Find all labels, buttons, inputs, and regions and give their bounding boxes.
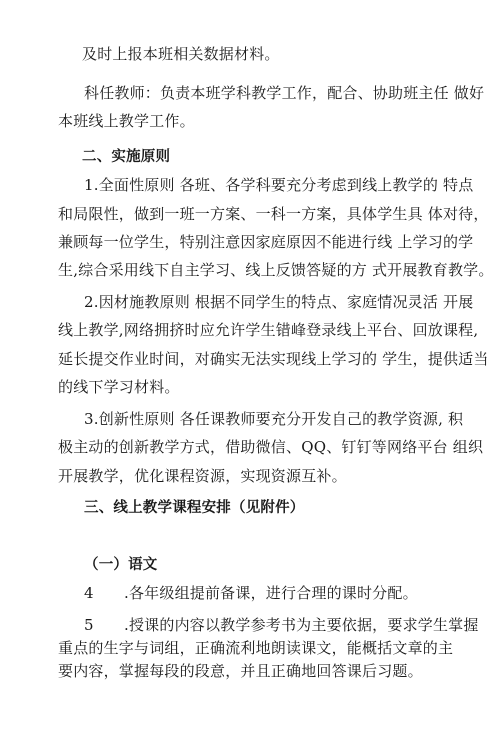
text-line: 和局限性，做到一班一方案、一科一方案，具体学生具 体对待， (58, 205, 489, 223)
text-line: 本班线上教学工作。 (58, 112, 195, 130)
list-item-text: .授课的内容以教学参考书为主要依据，要求学生掌握 (124, 616, 479, 634)
text-line: 1.全面性原则 各班、各学科要充分考虑到线上教学的 特点 (84, 176, 474, 194)
text-line: 的线下学习材料。 (58, 378, 180, 396)
subsection-heading-chinese: （一）语文 (84, 557, 158, 573)
text-line: 要内容，掌握每段的段意，并且正确地回答课后习题。 (58, 662, 423, 680)
list-item-text: .各年级组提前备课，进行合理的课时分配。 (124, 584, 418, 602)
text-line: 线上教学,网络拥挤时应允许学生错峰登录线上平台、回放课程, (58, 321, 479, 339)
text-line: 科任教师：负责本班学科教学工作，配合、协助班主任 做好 (84, 84, 485, 102)
text-line: 重点的生字与词组，正确流利地朗读课文，能概括文章的主 (58, 639, 454, 657)
section-heading-course-arrangement: 三、线上教学课程安排（见附件） (84, 500, 305, 516)
text-line: 极主动的创新教学方式，借助微信、QQ、钉钉等网络平台 组织 (58, 438, 484, 456)
list-item-number: 5 (84, 616, 94, 634)
text-line: 2.因材施教原则 根据不同学生的特点、家庭情况灵活 开展 (84, 293, 474, 311)
list-item-number: 4 (84, 584, 94, 602)
text-line: 开展教学，优化课程资源，实现资源互补。 (58, 467, 347, 485)
text-line: 3.创新性原则 各任课教师要充分开发自己的教学资源, 积 (84, 410, 464, 428)
text-line: 生,综合采用线下自主学习、线上反馈答疑的方 式开展教育教学。 (58, 261, 494, 279)
text-line: 兼顾每一位学生，特别注意因家庭原因不能进行线 上学习的学 (58, 233, 474, 251)
list-item (84, 615, 479, 635)
list-item (84, 583, 418, 603)
section-heading-implementation-principles: 二、实施原则 (82, 149, 171, 165)
text-line: 延长提交作业时间，对确实无法实现线上学习的 学生，提供适当 (58, 350, 489, 368)
text-line: 及时上报本班相关数据材料。 (82, 45, 280, 63)
